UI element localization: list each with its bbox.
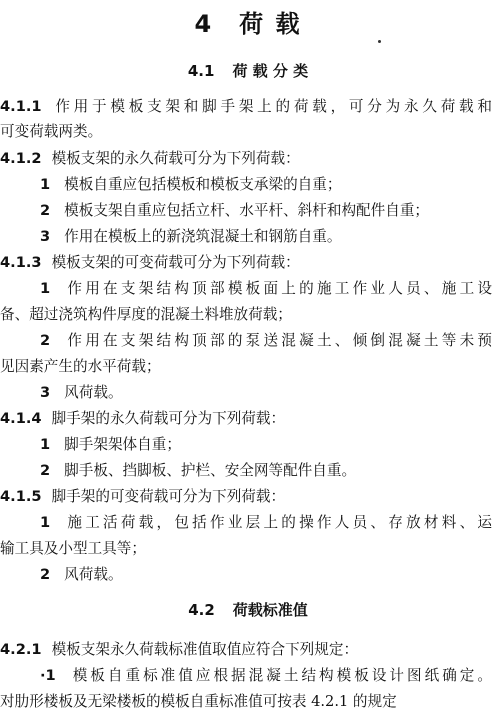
item-number: 1	[40, 436, 51, 453]
clause-number: 4.1.5	[0, 488, 42, 505]
clause-text: 可变荷载两类。	[0, 123, 103, 140]
clause-4-1-5	[0, 487, 496, 507]
clause-text: 模板支架永久荷载标准值取值应符合下列规定：	[51, 641, 359, 658]
list-item	[0, 435, 496, 455]
clause-4-1-1-cont	[0, 122, 496, 142]
clause-4-1-1	[0, 97, 496, 117]
item-text: 脚手板、挡脚板、护栏、安全网等配件自重。	[64, 462, 357, 479]
clause-text: 脚手架的可变荷载可分为下列荷载：	[51, 488, 286, 505]
item-text: 作用在模板上的新浇筑混凝土和钢筋自重。	[64, 228, 342, 245]
clause-4-2-1	[0, 640, 496, 660]
clause-number: 4.1.3	[0, 254, 42, 271]
section-title-4-2	[0, 599, 496, 620]
item-text: 脚手架架体自重；	[64, 436, 181, 453]
item-number: 3	[40, 384, 51, 401]
item-number: 2	[40, 462, 51, 479]
clause-text: 模板支架的可变荷载可分为下列荷载：	[51, 254, 300, 271]
item-text: 作用在支架结构顶部的泵送混凝土、倾倒混凝土等未预	[64, 332, 492, 349]
list-item	[0, 565, 496, 585]
list-item	[0, 175, 496, 195]
list-item-cont	[0, 305, 496, 325]
stray-dot	[378, 40, 381, 43]
list-item	[0, 331, 496, 351]
list-item-cont	[0, 692, 496, 712]
section-title-4-1	[0, 60, 496, 81]
clause-number: 4.1.2	[0, 150, 42, 167]
section-number: 4.1	[187, 62, 215, 80]
item-text: 备、超过浇筑构件厚度的混凝土料堆放荷载；	[0, 306, 292, 323]
item-number: 2	[40, 566, 51, 583]
list-item	[0, 461, 496, 481]
item-number: 1	[40, 514, 51, 531]
list-item	[0, 383, 496, 403]
item-number: 2	[40, 332, 51, 349]
list-item-cont	[0, 539, 496, 559]
list-item	[0, 513, 496, 533]
item-text: 风荷载。	[64, 384, 123, 401]
item-text: 模板自重标准值应根据混凝土结构模板设计图纸确定。	[69, 667, 492, 684]
clause-number: 4.1.4	[0, 410, 42, 427]
item-number: 1	[40, 280, 51, 297]
list-item	[0, 227, 496, 247]
item-text: 输工具及小型工具等；	[0, 540, 146, 557]
section-number: 4.2	[188, 601, 215, 619]
item-text: 施工活荷载，包括作业层上的操作人员、存放材料、运	[64, 514, 492, 531]
clause-4-1-4	[0, 409, 496, 429]
list-item-cont	[0, 357, 496, 377]
item-text: 见因素产生的水平荷载；	[0, 358, 161, 375]
item-number: 2	[40, 202, 51, 219]
clause-text: 作用于模板支架和脚手架上的荷载，可分为永久荷载和	[51, 98, 492, 115]
section-name: 荷 载 分 类	[232, 62, 309, 80]
chapter-title	[0, 4, 496, 39]
item-text: 对肋形楼板及无梁楼板的模板自重标准值可按表 4.2.1 的规定	[0, 693, 397, 710]
clause-number: 4.1.1	[0, 98, 42, 115]
item-text: 风荷载。	[64, 566, 123, 583]
clause-4-1-3	[0, 253, 496, 273]
clause-number: 4.2.1	[0, 641, 42, 658]
clause-text: 模板支架的永久荷载可分为下列荷载：	[51, 150, 300, 167]
item-text: 模板自重应包括模板和模板支承梁的自重；	[64, 176, 342, 193]
item-number: 3	[40, 228, 51, 245]
item-text: 模板支架自重应包括立杆、水平杆、斜杆和构配件自重；	[64, 202, 430, 219]
clause-text: 脚手架的永久荷载可分为下列荷载：	[51, 410, 286, 427]
list-item	[0, 279, 496, 299]
list-item	[0, 666, 496, 686]
item-text: 作用在支架结构顶部模板面上的施工作业人员、施工设	[64, 280, 492, 297]
section-name: 荷载标准值	[232, 601, 308, 619]
chapter-name: 荷 载	[239, 10, 302, 38]
item-number: 1	[40, 176, 51, 193]
item-number: ·1	[40, 667, 56, 684]
list-item	[0, 201, 496, 221]
chapter-number: 4	[194, 10, 214, 38]
clause-4-1-2	[0, 149, 496, 169]
